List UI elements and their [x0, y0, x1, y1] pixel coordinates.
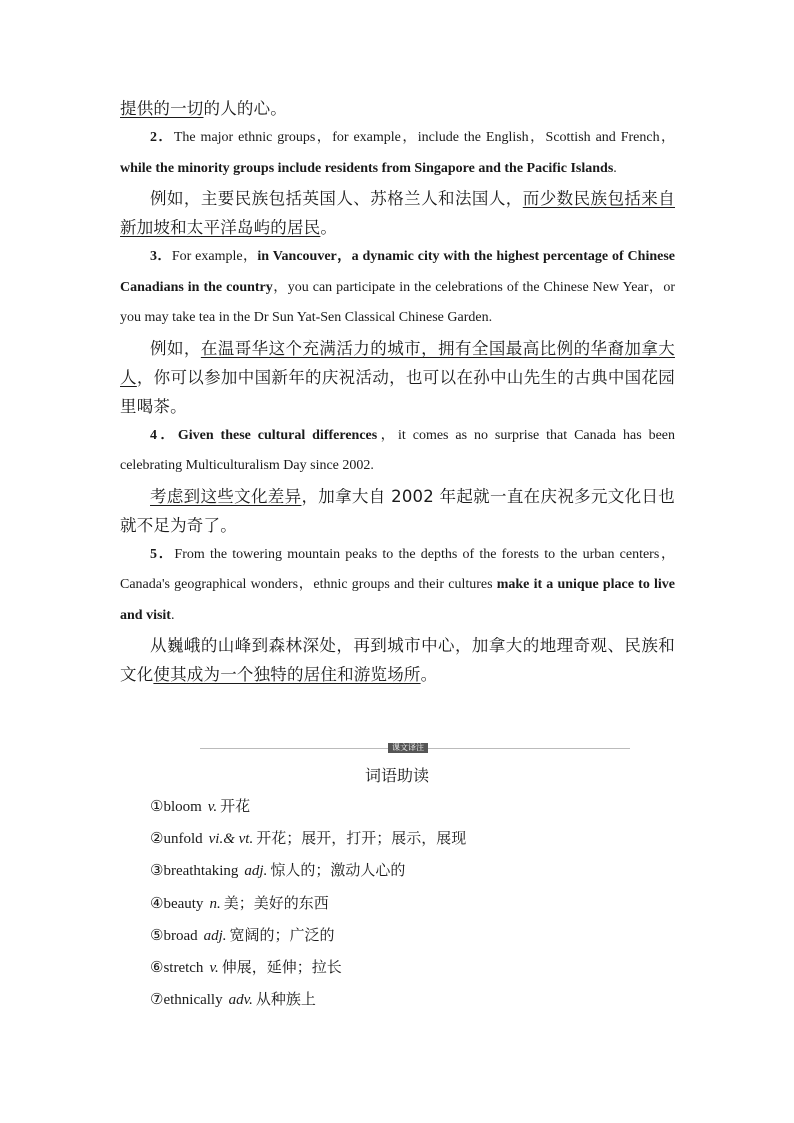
- sentence-5: 5．From the towering mountain peaks to the depths of the forests to the urban centers，Canada's geographical wonders，ethnic groups and their cultures make it a unique place to live and visit.: [120, 546, 675, 623]
- highlighted-phrase: while the minority groups include residents from Singapore and the Pacific Islands: [120, 160, 614, 176]
- vocab-pos: v.: [207, 799, 218, 815]
- vocab-meaning: 惊人的；激动人心的: [270, 861, 406, 880]
- vocab-pos: adj.: [244, 863, 268, 880]
- sentence-number: 4．: [150, 427, 178, 443]
- highlighted-phrase: make it a unique place to live and visit: [120, 577, 675, 623]
- highlighted-phrase: Given these cultural differences: [177, 427, 378, 443]
- sentence-5-translation: 从巍峨的山峰到森林深处，再到城市中心，加拿大的地理奇观、民族和文化使其成为一个独特的居住和游览场所。: [120, 636, 675, 684]
- vocab-word: ②unfold: [150, 831, 203, 848]
- vocab-item: [150, 888, 466, 920]
- vocab-pos: v.: [209, 960, 219, 977]
- vocab-item: [150, 984, 466, 1016]
- sentence-number: 3．: [150, 249, 172, 264]
- sentence-4-translation: 考虑到这些文化差异，加拿大自 2002 年起就一直在庆祝多元文化日也就不足为奇了。: [120, 486, 675, 535]
- vocab-meaning: 从种族上: [255, 990, 316, 1009]
- underlined-phrase: 使其成为一个独特的居住和游览场所: [153, 665, 421, 684]
- vocab-meaning: 开花；展开，打开；展示，展现: [256, 829, 467, 848]
- underlined-phrase: 而少数民族包括来自新加坡和太平洋岛屿的居民: [120, 189, 675, 237]
- vocab-pos: adv.: [228, 992, 253, 1009]
- vocab-item: [150, 920, 466, 952]
- vocab-item: [150, 791, 466, 823]
- sentence-3: 3．For example，in Vancouver，a dynamic city with the highest percentage of Chinese Canadians in the country，you can participate in the celebrations of the Chinese New Year，or you may take tea in the Dr Sun Yat-Sen Classical Chinese Garden.: [120, 249, 675, 325]
- highlighted-phrase: in Vancouver，a dynamic city with the highest percentage of Chinese Canadians in the country: [120, 249, 675, 295]
- vocab-pos: n.: [209, 895, 221, 912]
- underlined-phrase: 提供的一切: [120, 99, 204, 118]
- document-body: [120, 94, 675, 689]
- vocab-word: ③breathtaking: [150, 863, 239, 880]
- vocab-item: [150, 855, 466, 887]
- vocab-item: [150, 823, 466, 855]
- vocab-meaning: 美；美好的东西: [223, 893, 329, 912]
- vocab-meaning: 宽阔的；广泛的: [229, 925, 335, 944]
- vocab-word: ①bloom: [150, 799, 202, 815]
- vocab-item: [150, 952, 466, 984]
- sentence-4: 4．Given these cultural differences，it comes as no surprise that Canada has been celebrating Multiculturalism Day since 2002.: [120, 427, 675, 473]
- vocab-list: [150, 791, 466, 1016]
- vocab-pos: vi.& vt.: [208, 831, 254, 848]
- underlined-phrase: 在温哥华这个充满活力的城市，拥有全国最高比例的华裔加拿大人: [120, 338, 675, 387]
- vocab-title: 词语助读: [364, 766, 429, 785]
- vocab-word: ⑥stretch: [150, 960, 204, 977]
- section-divider: [200, 743, 630, 753]
- underlined-phrase: 考虑到这些文化差异: [150, 486, 302, 506]
- vocab-meaning: 开花: [220, 797, 251, 815]
- intro-translation: 提供的一切的人的心。: [120, 99, 287, 118]
- sentence-number: 2．: [150, 130, 174, 145]
- vocab-pos: adj.: [203, 927, 227, 944]
- sentence-2-translation: 例如，主要民族包括英国人、苏格兰人和法国人，而少数民族包括来自新加坡和太平洋岛屿的居民。: [120, 189, 675, 237]
- sentence-3-translation: 例如，在温哥华这个充满活力的城市，拥有全国最高比例的华裔加拿大人，你可以参加中国新年的庆祝活动，也可以在孙中山先生的古典中国花园里喝茶。: [120, 338, 675, 416]
- vocab-word: ⑤broad: [150, 927, 198, 944]
- vocab-word: ④beauty: [150, 895, 204, 912]
- vocab-word: ⑦ethnically: [150, 992, 223, 1009]
- sentence-number: 5．: [150, 546, 175, 562]
- sentence-2: 2．The major ethnic groups，for example，include the English，Scottish and French，while the minority groups include residents from Singapore and the Pacific Islands.: [120, 130, 676, 176]
- divider-tag: 课文译注: [388, 743, 428, 753]
- vocab-meaning: 伸展，延伸；拉长: [221, 958, 342, 977]
